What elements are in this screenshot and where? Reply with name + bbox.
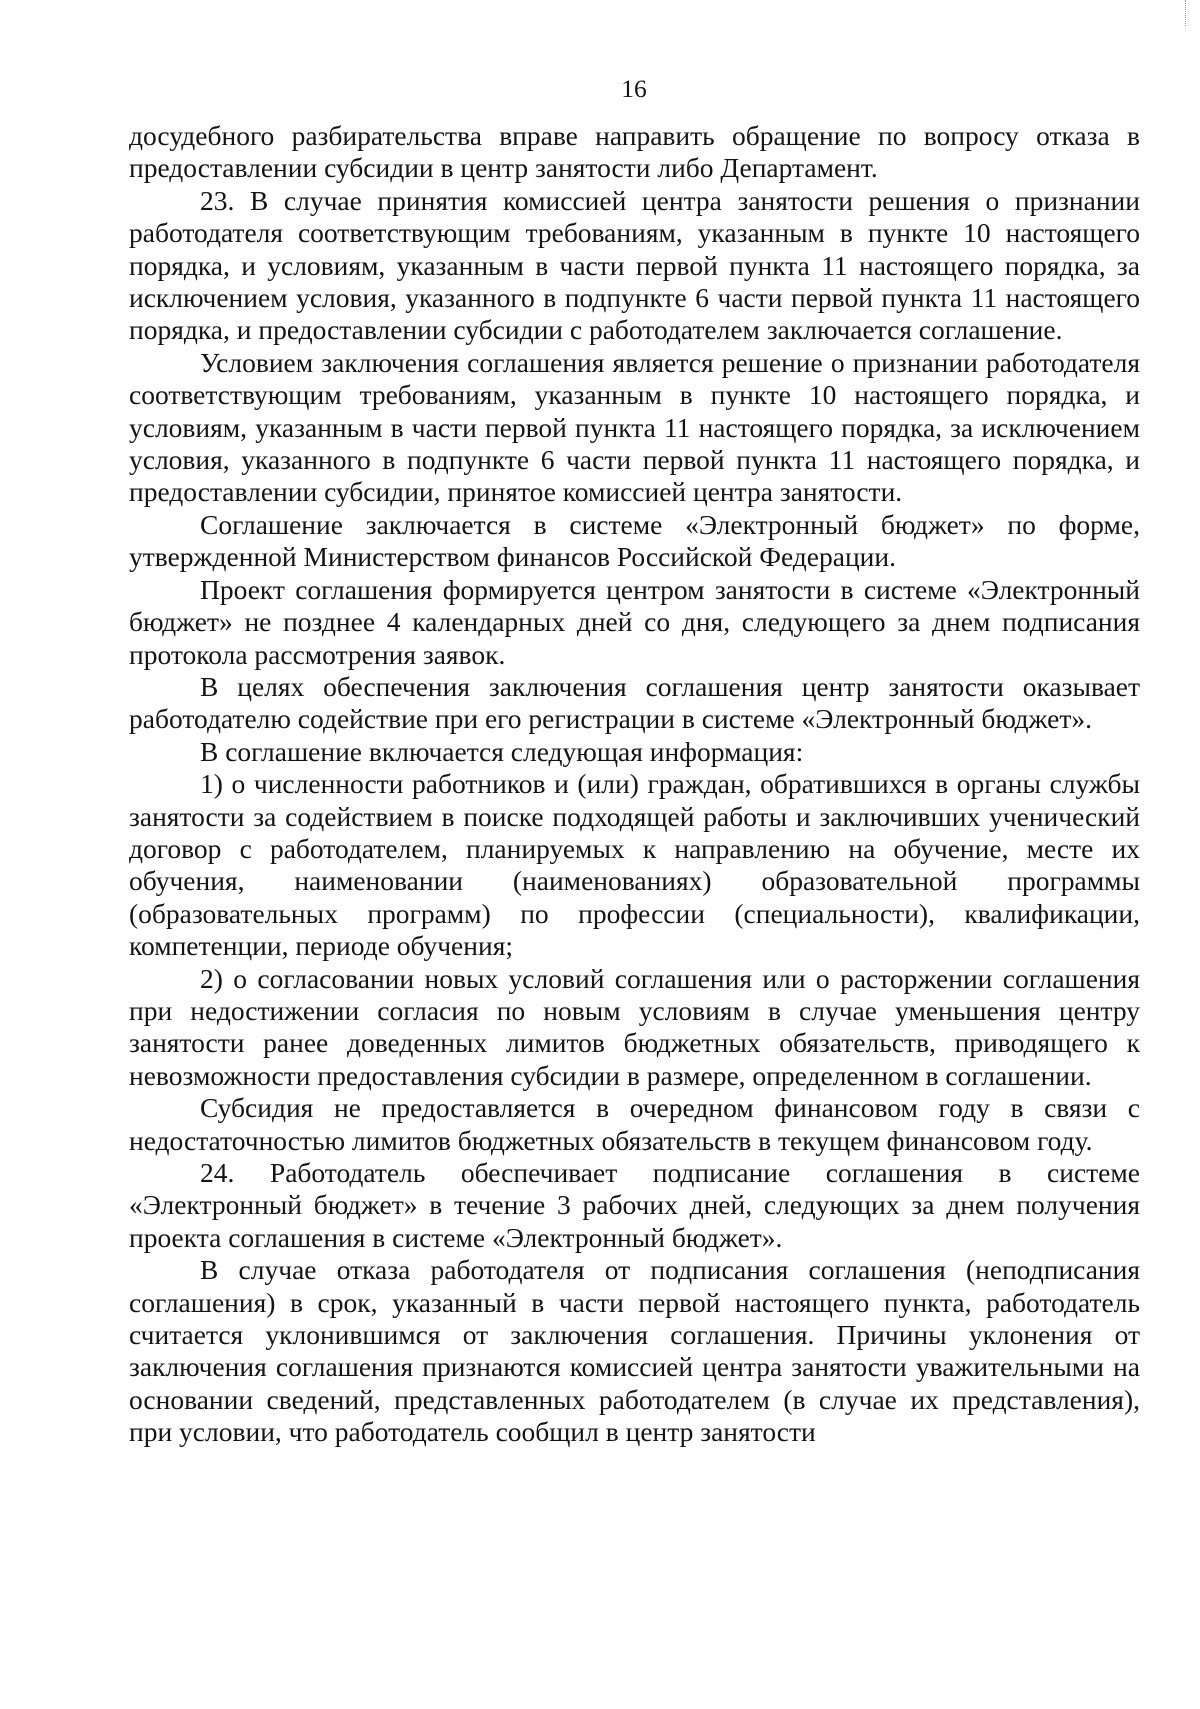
page-number: 16: [621, 74, 647, 103]
list-item-paragraph: 1) о численности работников и (или) граждан, обратившихся в органы службы занятости за содействием в поиске подходящей работы и заключивших ученический договор с работодателем, планируемых к направлению на обучение, месте их обучения, наименовании (наименованиях) образовательной программы (образовательных программ) по профессии (специальности), квалификации, компетенции, периоде обучения;: [129, 768, 1140, 962]
paragraph: Соглашение заключается в системе «Электронный бюджет» по форме, утвержденной Министерством финансов Российской Федерации.: [129, 508, 1140, 573]
paragraph: 24. Работодатель обеспечивает подписание соглашения в системе «Электронный бюджет» в течение 3 рабочих дней, следующих за днем получения проекта соглашения в системе «Электронный бюджет».: [129, 1157, 1140, 1253]
paragraph: Условием заключения соглашения является решение о признании работодателя соответствующим требованиям, указанным в пункте 10 настоящего порядка, и условиям, указанным в части первой пункта 11 настоящего порядка, за исключением условия, указанного в подпункте 6 части первой пункта 11 настоящего порядка, и предоставлении субсидии, принятое комиссией центра занятости.: [129, 346, 1140, 508]
paragraph: 23. В случае принятия комиссией центра занятости решения о признании работодателя соответствующим требованиям, указанным в пункте 10 настоящего порядка, и условиям, указанным в части первой пункта 11 настоящего порядка, за исключением условия, указанного в подпункте 6 части первой пункта 11 настоящего порядка, и предоставлении субсидии с работодателем заключается соглашение.: [129, 184, 1140, 346]
paragraph: В целях обеспечения заключения соглашения центр занятости оказывает работодателю содействие при его регистрации в системе «Электронный бюджет».: [129, 670, 1140, 735]
paragraph: В случае отказа работодателя от подписания соглашения (неподписания соглашения) в срок, указанный в части первой настоящего пункта, работодатель считается уклонившимся от заключения соглашения. Причины уклонения от заключения соглашения признаются комиссией центра занятости уважительными на основании сведений, представленных работодателем (в случае их представления), при условии, что работодатель сообщил в центр занятости: [129, 1254, 1140, 1448]
paragraph: В соглашение включается следующая информация:: [200, 735, 804, 767]
list-item-paragraph: 2) о согласовании новых условий соглашения или о расторжении соглашения при недостижении согласия по новым условиям в случае уменьшения центру занятости ранее доведенных лимитов бюджетных обязательств, приводящего к невозможности предоставления субсидии в размере, определенном в соглашении.: [129, 962, 1140, 1091]
scan-corner-mark: [1177, 0, 1186, 26]
paragraph: Субсидия не предоставляется в очередном финансовом году в связи с недостаточностью лимитов бюджетных обязательств в текущем финансовом году.: [129, 1092, 1140, 1156]
document-body: [129, 120, 1140, 1449]
paragraph: досудебного разбирательства вправе направить обращение по вопросу отказа в предоставлении субсидии в центр занятости либо Департамент.: [129, 120, 1140, 184]
paragraph: Проект соглашения формируется центром занятости в системе «Электронный бюджет» не позднее 4 календарных дней со дня, следующего за днем подписания протокола рассмотрения заявок.: [129, 573, 1140, 670]
